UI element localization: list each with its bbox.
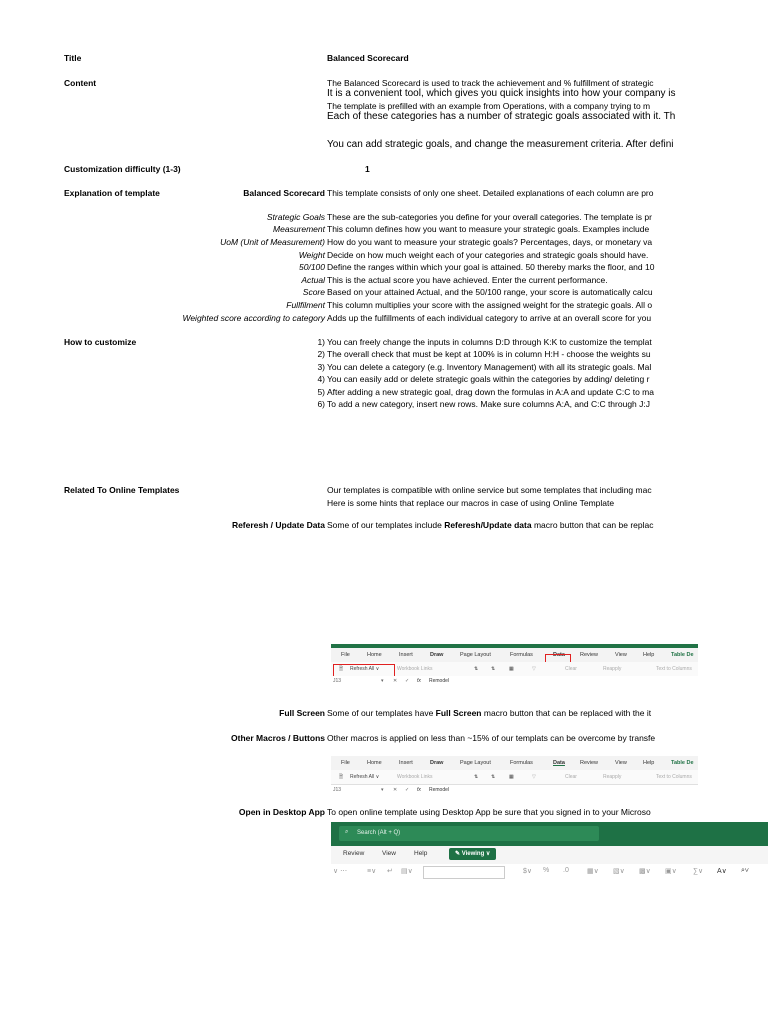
ribbon-tab-insert[interactable]: Insert: [399, 652, 413, 658]
cancel-icon[interactable]: ✕: [393, 787, 398, 793]
app-header: [331, 822, 768, 846]
formula-value[interactable]: Remodel: [429, 678, 450, 684]
ribbon-tab-draw[interactable]: Draw: [430, 760, 444, 766]
explanation-desc-fullfilment: This column multiplies your score with the assigned weight for the strategic goals. All o: [327, 300, 653, 310]
percent-icon[interactable]: %: [543, 867, 550, 874]
ribbon-tab-file[interactable]: File: [341, 652, 350, 658]
explanation-term-strategic-goals: Strategic Goals: [266, 212, 325, 222]
online-label: Related To Online Templates: [64, 485, 180, 495]
customize-label: How to customize: [64, 337, 137, 347]
ribbon-tab-formulas[interactable]: Formulas: [510, 652, 533, 658]
menu-review[interactable]: Review: [343, 850, 365, 857]
fx-icon[interactable]: fx: [417, 787, 421, 793]
ribbon-screenshot-other: [331, 756, 698, 800]
ribbon-tab-home[interactable]: Home: [367, 652, 382, 658]
more-icon[interactable]: ∨ ⋯: [333, 868, 348, 875]
desktop-desc: To open online template using Desktop App be sure that you signed in to your Microso: [327, 807, 651, 817]
customize-step-text: You can easily add or delete strategic goals within the categories by adding/ deleting r: [327, 374, 650, 384]
formula-bar: [331, 676, 698, 686]
ribbon-tab-insert[interactable]: Insert: [399, 760, 413, 766]
text-to-columns-button[interactable]: Text to Columns: [656, 666, 692, 672]
workbook-links-button[interactable]: Workbook Links: [397, 774, 433, 780]
othermacros-term: Other Macros / Buttons: [231, 733, 325, 743]
name-box-dropdown-icon[interactable]: ▾: [381, 678, 384, 684]
refresh-desc-post: macro button that can be replac: [531, 520, 654, 530]
ribbon-screenshot-refresh: [331, 644, 698, 696]
formula-bar: [331, 785, 698, 795]
content-line-4: Each of these categories has a number of strategic goals associated with it. Th: [327, 111, 676, 122]
pencil-icon: ✎: [455, 851, 462, 857]
filter-icon[interactable]: ▽: [532, 774, 536, 780]
ribbon-tab-view[interactable]: View: [615, 760, 627, 766]
desktop-app-screenshot: [331, 822, 768, 882]
content-line-1: The Balanced Scorecard is used to track the achievement and % fulfillment of strategic: [327, 78, 654, 88]
ribbon-tab-formulas[interactable]: Formulas: [510, 760, 533, 766]
explanation-desc-weighted-score: Adds up the fulfillments of each individual category to arrive at an overall score for you: [327, 313, 652, 323]
name-box[interactable]: J13: [333, 787, 342, 793]
explanation-desc-uom: How do you want to measure your strategic goals? Percentages, days, or monetary va: [327, 237, 653, 247]
online-line-2: Here is some hints that replace our macros in case of using Online Template: [327, 498, 615, 508]
find-icon[interactable]: ⌕∨: [741, 867, 749, 874]
difficulty-label: Customization difficulty (1-3): [64, 164, 181, 174]
explanation-label: Explanation of template: [64, 188, 160, 198]
name-box-dropdown-icon[interactable]: ▾: [381, 787, 384, 793]
search-placeholder: Search (Alt + Q): [357, 830, 401, 836]
merge-icon[interactable]: ▤∨: [401, 868, 413, 875]
wrap-icon[interactable]: ↵: [387, 868, 393, 875]
explanation-term-weighted-score: Weighted score according to category: [182, 313, 325, 323]
menu-help[interactable]: Help: [414, 850, 428, 857]
enter-icon[interactable]: ✓: [405, 787, 410, 793]
explanation-term-fullfilment: Fullfilment: [286, 300, 325, 310]
ribbon-tab-data[interactable]: Data: [553, 760, 565, 766]
explanation-term-balanced-scorecard: Balanced Scorecard: [243, 188, 325, 198]
content-line-2: It is a convenient tool, which gives you quick insights into how your company is: [327, 88, 676, 99]
cell-styles-icon[interactable]: ▩∨: [639, 868, 651, 875]
explanation-term-actual: Actual: [301, 275, 325, 285]
ribbon-tabs: [331, 756, 698, 770]
refresh-all-button[interactable]: Refresh All ∨: [350, 774, 380, 780]
refresh-desc-bold: Referesh/Update data: [444, 520, 532, 530]
fullscreen-desc-pre: Some of our templates have: [327, 708, 436, 718]
align-icon[interactable]: ≡∨: [367, 868, 377, 875]
fullscreen-desc: [327, 708, 698, 718]
sort-za-icon[interactable]: ⇅: [491, 666, 496, 672]
content-line-3: The template is prefilled with an example from Operations, with a company trying to m: [327, 101, 651, 111]
customize-step-num: 2): [317, 349, 325, 359]
customize-step-num: 4): [317, 374, 325, 384]
ribbon-tab-table-design[interactable]: Table De: [671, 760, 694, 766]
ribbon-tabs: [331, 648, 698, 662]
refresh-desc: [327, 520, 698, 530]
name-box[interactable]: J13: [333, 678, 342, 684]
ribbon-tab-page-layout[interactable]: Page Layout: [460, 652, 491, 658]
sum-icon[interactable]: ∑∨: [693, 868, 704, 875]
app-toolbar: [331, 864, 768, 882]
customize-step-num: 6): [317, 399, 325, 409]
explanation-term-uom: UoM (Unit of Measurement): [220, 237, 325, 247]
customize-step-text: After adding a new strategic goal, drag down the formulas in A:A and update C:C to ma: [327, 387, 654, 397]
sort-filter-icon[interactable]: A∨: [717, 868, 727, 875]
insert-cells-icon[interactable]: ▣∨: [665, 868, 677, 875]
ribbon-tab-review[interactable]: Review: [580, 652, 599, 658]
sort-za-icon[interactable]: ⇅: [491, 774, 496, 780]
title-value: Balanced Scorecard: [327, 53, 409, 63]
customize-step-text: The overall check that must be kept at 100% is in column H:H - choose the weights su: [327, 349, 651, 359]
explanation-desc-actual: This is the actual score you have achieved. Enter the current performance.: [327, 275, 608, 285]
filter-icon[interactable]: ▽: [532, 666, 536, 672]
viewing-label: Viewing ∨: [461, 851, 491, 857]
viewing-dropdown[interactable]: [449, 848, 496, 860]
explanation-desc-score: Based on your attained Actual, and the 50/100 range, your score is automatically calcu: [327, 287, 653, 297]
explanation-desc-weight: Decide on how much weight each of your categories and strategic goals should have.: [327, 250, 649, 260]
ribbon-tab-help[interactable]: Help: [643, 652, 655, 658]
explanation-term-measurement: Measurement: [273, 224, 325, 234]
number-format-dropdown[interactable]: [423, 866, 505, 879]
explanation-desc-strategic-goals: These are the sub-categories you define for your overall categories. The template is pr: [327, 212, 652, 222]
sort-icon[interactable]: ▦: [509, 666, 514, 672]
title-label: Title: [64, 53, 82, 63]
ribbon-toolbar: [331, 770, 698, 785]
content-label: Content: [64, 78, 97, 88]
fullscreen-term: Full Screen: [279, 708, 325, 718]
customize-step-text: You can freely change the inputs in columns D:D through K:K to customize the templat: [327, 337, 652, 347]
othermacros-desc: Other macros is applied on less than ~15% of our templats can be overcome by transfe: [327, 733, 656, 743]
content-line-5: You can add strategic goals, and change the measurement criteria. After defini: [327, 139, 674, 150]
ribbon-tab-table-design[interactable]: Table De: [671, 652, 694, 658]
online-line-1: Our templates is compatible with online service but some templates that including mac: [327, 485, 652, 495]
ribbon-tab-view[interactable]: View: [615, 652, 627, 658]
explanation-desc-measurement: This column defines how you want to measure your strategic goals. Examples include: [327, 224, 650, 234]
ribbon-tab-page-layout[interactable]: Page Layout: [460, 760, 491, 766]
conditional-format-icon[interactable]: ▦∨: [587, 868, 599, 875]
text-to-columns-button[interactable]: Text to Columns: [656, 774, 692, 780]
explanation-term-weight: Weight: [298, 250, 325, 260]
search-box[interactable]: [339, 826, 599, 841]
fullscreen-desc-bold: Full Screen: [435, 708, 482, 718]
reapply-button[interactable]: Reapply: [603, 666, 622, 672]
desktop-term: Open in Desktop App: [238, 807, 325, 817]
clear-button[interactable]: Clear: [565, 666, 577, 672]
decimal-icon[interactable]: .0: [563, 867, 569, 874]
customize-step-text: You can delete a category (e.g. Inventory Management) with all its strategic goals. Mal: [327, 362, 652, 372]
fx-icon[interactable]: fx: [417, 678, 421, 684]
ribbon-tab-review[interactable]: Review: [580, 760, 599, 766]
reapply-button[interactable]: Reapply: [603, 774, 622, 780]
refresh-all-icon: 🗎: [339, 774, 344, 780]
customize-step-num: 1): [317, 337, 325, 347]
menu-view[interactable]: View: [382, 850, 396, 857]
app-menu: [331, 846, 768, 864]
currency-icon[interactable]: $∨: [523, 868, 533, 875]
cancel-icon[interactable]: ✕: [393, 678, 398, 684]
ribbon-tab-draw[interactable]: Draw: [430, 652, 444, 658]
explanation-desc-50-100: Define the ranges within which your goal is attained. 50 thereby marks the floor, and 10: [327, 262, 655, 272]
ribbon-tab-file[interactable]: File: [341, 760, 350, 766]
table-format-icon[interactable]: ▧∨: [613, 868, 625, 875]
ribbon-tab-home[interactable]: Home: [367, 760, 382, 766]
sort-icon[interactable]: ▦: [509, 774, 514, 780]
sort-az-icon[interactable]: ⇅: [474, 774, 479, 780]
customize-step-num: 3): [317, 362, 325, 372]
search-icon: ⌕: [345, 829, 349, 835]
explanation-desc-balanced-scorecard: This template consists of only one sheet. Detailed explanations of each column are pro: [327, 188, 654, 198]
refresh-term: Referesh / Update Data: [231, 520, 325, 530]
ribbon-tab-help[interactable]: Help: [643, 760, 655, 766]
refresh-all-button[interactable]: Refresh All ∨: [350, 666, 380, 672]
explanation-term-50-100: 50/100: [299, 262, 325, 272]
enter-icon[interactable]: ✓: [405, 678, 410, 684]
refresh-all-icon: 🗎: [339, 666, 344, 672]
explanation-term-score: Score: [302, 287, 325, 297]
formula-value[interactable]: Remodel: [429, 787, 450, 793]
clear-button[interactable]: Clear: [565, 774, 577, 780]
customize-step-num: 5): [317, 387, 325, 397]
workbook-links-button[interactable]: Workbook Links: [397, 666, 433, 672]
fullscreen-desc-post: macro button that can be replaced with the it: [481, 708, 652, 718]
ribbon-tab-data[interactable]: Data: [553, 652, 565, 658]
refresh-desc-pre: Some of our templates include: [327, 520, 445, 530]
difficulty-value: 1: [365, 164, 370, 174]
customize-step-text: To add a new category, insert new rows. Make sure columns A:A, and C:C through J:J: [327, 399, 650, 409]
sort-az-icon[interactable]: ⇅: [474, 666, 479, 672]
